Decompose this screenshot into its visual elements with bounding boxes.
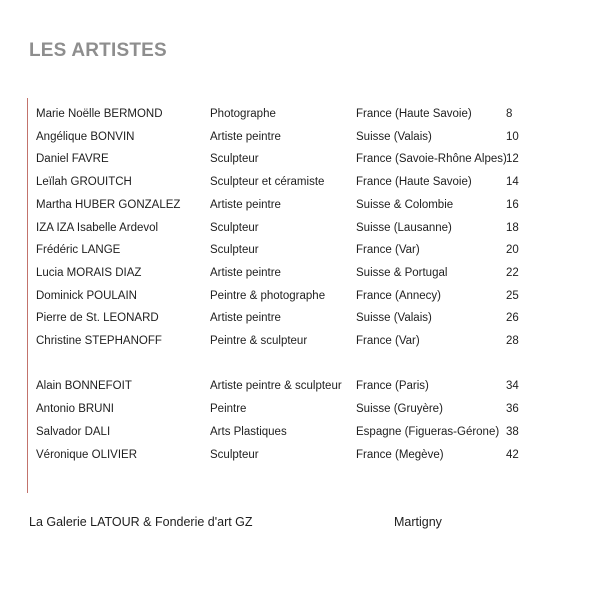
artist-profession: Artiste peintre — [210, 312, 281, 325]
artist-row — [36, 240, 586, 260]
artist-name: Antonio BRUNI — [36, 403, 114, 415]
artist-name: Leïlah GROUITCH — [36, 176, 132, 189]
artist-profession: Peintre & photographe — [210, 289, 326, 302]
artist-name: IZA IZA Isabelle Ardevol — [36, 221, 159, 234]
artist-profession: Artiste peintre — [210, 130, 281, 143]
artist-page: 42 — [506, 449, 519, 461]
artist-page: 28 — [506, 335, 519, 347]
artist-name: Daniel FAVRE — [36, 153, 109, 166]
artist-row — [36, 422, 586, 442]
artist-name: Salvador DALI — [36, 426, 111, 438]
artist-country: France (Annecy) — [356, 289, 442, 302]
artist-page: 8 — [506, 108, 513, 120]
artist-row — [36, 263, 586, 283]
artist-row — [36, 149, 586, 169]
artist-profession: Sculpteur — [210, 449, 259, 461]
artist-page: 34 — [506, 380, 519, 392]
artist-page: 10 — [506, 130, 519, 143]
artist-name: Marie Noëlle BERMOND — [36, 108, 163, 120]
artist-row — [36, 218, 586, 238]
artist-country: Suisse & Portugal — [356, 266, 448, 279]
artist-page: 36 — [506, 403, 519, 415]
artist-profession: Peintre — [210, 403, 247, 415]
artist-name: Dominick POULAIN — [36, 289, 137, 302]
artist-country: France (Haute Savoie) — [356, 108, 472, 120]
artist-page: 22 — [506, 266, 519, 279]
artist-name: Alain BONNEFOIT — [36, 380, 132, 392]
artist-row — [36, 127, 586, 147]
artist-profession: Artiste peintre — [210, 266, 281, 279]
artist-country: Suisse (Valais) — [356, 312, 432, 325]
artist-country: France (Var) — [356, 335, 420, 347]
artist-profession: Sculpteur — [210, 153, 259, 166]
artist-profession: Photographe — [210, 108, 276, 120]
artist-name: Christine STEPHANOFF — [36, 335, 162, 347]
artist-profession: Arts Plastiques — [210, 426, 287, 438]
artist-profession: Artiste peintre — [210, 198, 281, 211]
artist-page: 38 — [506, 426, 519, 438]
artist-row — [36, 286, 586, 306]
artist-page: 16 — [506, 198, 519, 211]
artist-row — [36, 172, 586, 192]
artist-page: 14 — [506, 176, 519, 189]
artist-country: France (Haute Savoie) — [356, 176, 472, 189]
artist-profession: Artiste peintre & sculpteur — [210, 380, 342, 392]
artist-name: Frédéric LANGE — [36, 244, 121, 257]
gallery-name: La Galerie LATOUR & Fonderie d'art GZ — [29, 515, 253, 529]
artist-profession: Sculpteur et céramiste — [210, 176, 325, 189]
artist-country: France (Megève) — [356, 449, 444, 461]
artist-country: Espagne (Figueras-Gérone) — [356, 426, 500, 438]
artist-row — [36, 195, 586, 215]
artist-name: Angélique BONVIN — [36, 130, 135, 143]
artist-profession: Sculpteur — [210, 221, 259, 234]
artist-profession: Sculpteur — [210, 244, 259, 257]
gallery-city: Martigny — [394, 515, 442, 529]
artist-name: Pierre de St. LEONARD — [36, 312, 159, 325]
artist-country: France (Savoie-Rhône Alpes) — [356, 153, 507, 166]
artist-name: Lucia MORAIS DIAZ — [36, 266, 142, 279]
artist-page: 20 — [506, 244, 519, 257]
artist-country: Suisse & Colombie — [356, 198, 454, 211]
artist-row — [36, 399, 586, 419]
artist-country: Suisse (Lausanne) — [356, 221, 452, 234]
page-title: LES ARTISTES — [29, 40, 167, 61]
artist-country: Suisse (Gruyère) — [356, 403, 443, 415]
vertical-rule — [27, 98, 28, 493]
footer — [29, 512, 589, 532]
artist-row — [36, 376, 586, 396]
artist-row — [36, 104, 586, 124]
artist-name: Martha HUBER GONZALEZ — [36, 198, 181, 211]
artist-row — [36, 331, 586, 351]
artist-name: Véronique OLIVIER — [36, 449, 138, 461]
artist-country: Suisse (Valais) — [356, 130, 432, 143]
artist-country: France (Paris) — [356, 380, 429, 392]
artist-page: 12 — [506, 153, 519, 166]
artist-country: France (Var) — [356, 244, 420, 257]
artist-row — [36, 445, 586, 465]
artist-page: 18 — [506, 221, 519, 234]
artist-page: 25 — [506, 289, 519, 302]
artist-profession: Peintre & sculpteur — [210, 335, 308, 347]
artist-page: 26 — [506, 312, 519, 325]
artist-row — [36, 308, 586, 328]
